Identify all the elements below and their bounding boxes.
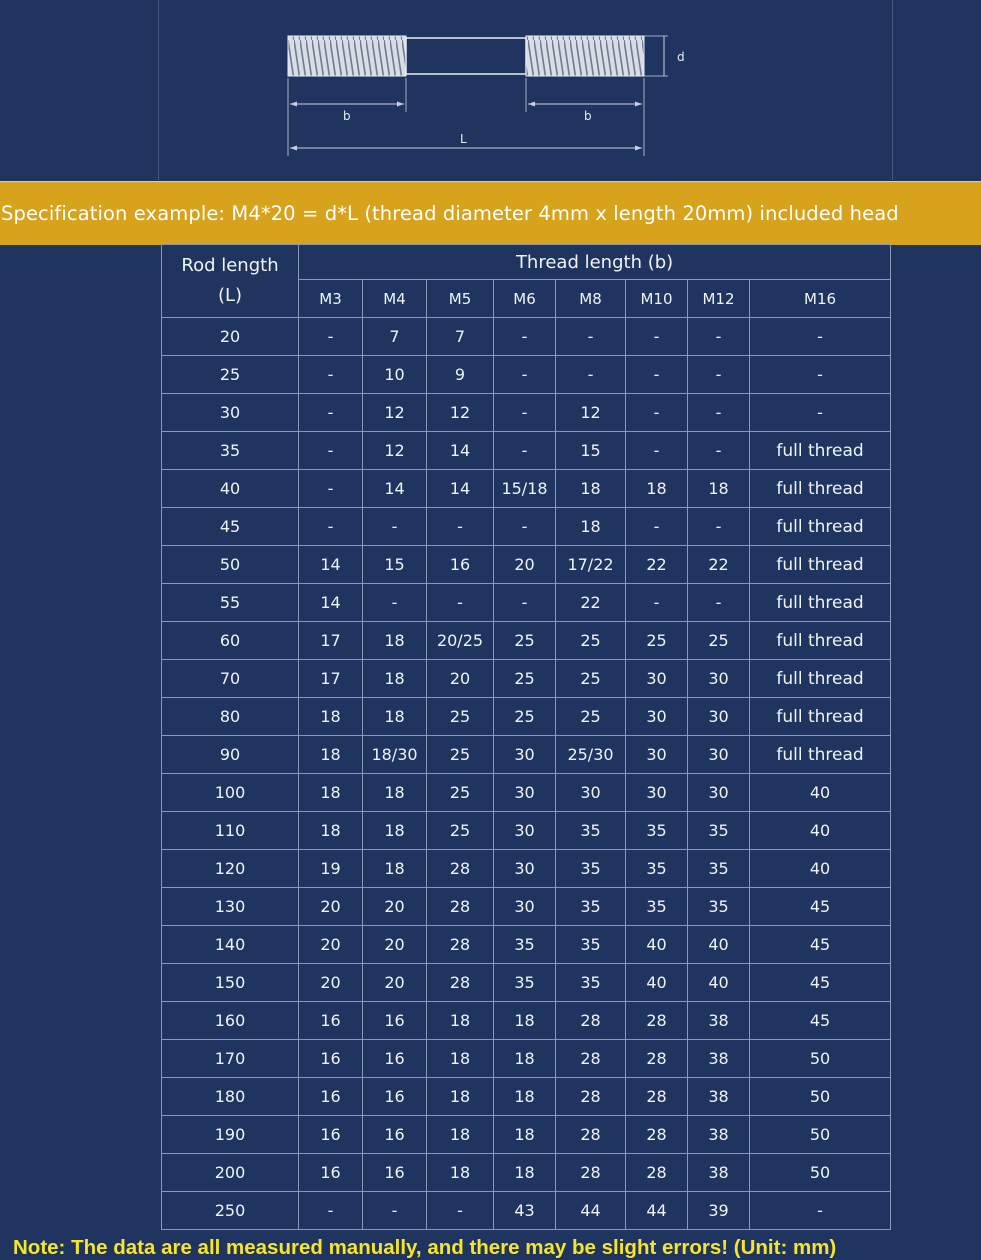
thread-length-cell: 35 <box>494 926 556 964</box>
dimension-label-d: d <box>677 50 685 64</box>
thread-length-cell: 18 <box>363 774 427 812</box>
thread-length-cell: 50 <box>750 1116 891 1154</box>
thread-length-cell: 45 <box>750 964 891 1002</box>
thread-length-cell: 16 <box>363 1154 427 1192</box>
thread-length-cell: - <box>494 356 556 394</box>
rod-length-cell: 60 <box>162 622 299 660</box>
thread-length-cell: - <box>299 470 363 508</box>
thread-length-cell: 28 <box>556 1002 626 1040</box>
thread-length-cell: 45 <box>750 888 891 926</box>
right-thread-section <box>526 36 644 76</box>
dimension-label-L: L <box>460 132 467 146</box>
rod-length-cell: 30 <box>162 394 299 432</box>
thread-length-cell: 35 <box>688 888 750 926</box>
thread-length-cell: 18 <box>299 774 363 812</box>
thread-length-cell: 20 <box>363 964 427 1002</box>
thread-length-cell: 25 <box>494 660 556 698</box>
thread-length-cell: 35 <box>626 888 688 926</box>
thread-length-cell: 18 <box>363 812 427 850</box>
thread-length-cell: 35 <box>556 888 626 926</box>
thread-length-cell: 16 <box>363 1078 427 1116</box>
thread-length-cell: 18 <box>363 622 427 660</box>
table-row <box>162 318 891 356</box>
thread-length-cell: 12 <box>363 394 427 432</box>
thread-length-cell: 16 <box>363 1116 427 1154</box>
rod-length-cell: 150 <box>162 964 299 1002</box>
thread-length-cell: - <box>688 508 750 546</box>
thread-length-cell: 28 <box>626 1040 688 1078</box>
table-row <box>162 1002 891 1040</box>
thread-length-cell: 38 <box>688 1154 750 1192</box>
rod-length-cell: 190 <box>162 1116 299 1154</box>
thread-length-cell: 20/25 <box>427 622 494 660</box>
thread-length-cell: 16 <box>363 1040 427 1078</box>
thread-length-cell: - <box>494 584 556 622</box>
thread-length-cell: 30 <box>626 736 688 774</box>
thread-length-cell: 14 <box>299 546 363 584</box>
thread-length-cell: 35 <box>626 812 688 850</box>
thread-length-cell: 20 <box>363 888 427 926</box>
thread-length-cell: 17/22 <box>556 546 626 584</box>
thread-length-cell: 38 <box>688 1040 750 1078</box>
thread-length-cell: 35 <box>494 964 556 1002</box>
thread-length-cell: - <box>299 508 363 546</box>
thread-length-cell: 7 <box>427 318 494 356</box>
table-row <box>162 1078 891 1116</box>
thread-length-cell: 35 <box>556 926 626 964</box>
thread-length-cell: 25 <box>556 660 626 698</box>
thread-length-cell: 30 <box>494 850 556 888</box>
thread-length-cell: 18 <box>556 470 626 508</box>
rod-length-cell: 45 <box>162 508 299 546</box>
thread-length-cell: - <box>688 318 750 356</box>
thread-length-cell: 19 <box>299 850 363 888</box>
thread-length-cell: 25 <box>626 622 688 660</box>
table-row <box>162 356 891 394</box>
table-row <box>162 1040 891 1078</box>
thread-length-header: Thread length (b) <box>299 245 891 280</box>
thread-length-cell: 40 <box>750 850 891 888</box>
thread-length-cell: 50 <box>750 1154 891 1192</box>
shank-section <box>406 38 526 74</box>
thread-length-cell: full thread <box>750 622 891 660</box>
thread-length-cell: 14 <box>363 470 427 508</box>
thread-length-cell: 18 <box>688 470 750 508</box>
thread-length-cell: 30 <box>494 736 556 774</box>
table-row <box>162 736 891 774</box>
thread-length-cell: - <box>299 318 363 356</box>
table-row <box>162 1116 891 1154</box>
thread-length-cell: 14 <box>427 470 494 508</box>
thread-length-cell: 18 <box>427 1002 494 1040</box>
thread-length-cell: - <box>427 584 494 622</box>
thread-length-cell: 18 <box>363 698 427 736</box>
thread-length-cell: 43 <box>494 1192 556 1230</box>
thread-length-cell: - <box>363 1192 427 1230</box>
thread-length-cell: 22 <box>688 546 750 584</box>
thread-length-cell: 40 <box>688 964 750 1002</box>
thread-length-cell: - <box>427 1192 494 1230</box>
thread-length-cell: 28 <box>626 1078 688 1116</box>
thread-length-cell: - <box>299 356 363 394</box>
specification-example-text: Specification example: M4*20 = d*L (thread diameter 4mm x length 20mm) included head <box>1 202 899 225</box>
rod-length-cell: 100 <box>162 774 299 812</box>
thread-length-cell: 40 <box>626 926 688 964</box>
thread-length-cell: 16 <box>299 1154 363 1192</box>
thread-length-cell: 39 <box>688 1192 750 1230</box>
thread-length-cell: 38 <box>688 1078 750 1116</box>
rod-length-cell: 160 <box>162 1002 299 1040</box>
thread-length-cell: 22 <box>626 546 688 584</box>
rod-length-cell: 55 <box>162 584 299 622</box>
thread-length-cell: 25 <box>494 698 556 736</box>
thread-length-cell: 30 <box>688 774 750 812</box>
thread-length-cell: - <box>494 318 556 356</box>
column-header-m16: M16 <box>750 280 891 318</box>
thread-length-cell: - <box>626 394 688 432</box>
table-row <box>162 1192 891 1230</box>
table-row <box>162 698 891 736</box>
thread-length-cell: - <box>494 432 556 470</box>
rod-length-header-line1: Rod length <box>181 255 279 276</box>
thread-length-cell: 25/30 <box>556 736 626 774</box>
rod-length-cell: 90 <box>162 736 299 774</box>
thread-length-cell: 15 <box>556 432 626 470</box>
thread-length-cell: - <box>688 432 750 470</box>
thread-length-cell: 20 <box>299 964 363 1002</box>
rod-length-cell: 120 <box>162 850 299 888</box>
thread-length-cell: 18 <box>427 1078 494 1116</box>
thread-length-cell: 35 <box>556 964 626 1002</box>
thread-length-cell: 20 <box>363 926 427 964</box>
thread-length-cell: 50 <box>750 1078 891 1116</box>
thread-length-cell: 30 <box>626 774 688 812</box>
thread-length-cell: 18 <box>299 812 363 850</box>
table-row <box>162 660 891 698</box>
thread-length-cell: - <box>299 1192 363 1230</box>
rod-length-cell: 180 <box>162 1078 299 1116</box>
thread-length-cell: 28 <box>427 964 494 1002</box>
rod-length-cell: 80 <box>162 698 299 736</box>
thread-length-cell: full thread <box>750 736 891 774</box>
thread-length-cell: 30 <box>556 774 626 812</box>
thread-length-cell: 16 <box>299 1040 363 1078</box>
table-row <box>162 622 891 660</box>
thread-length-cell: 45 <box>750 1002 891 1040</box>
thread-length-cell: 25 <box>427 774 494 812</box>
column-header-m5: M5 <box>427 280 494 318</box>
rod-length-cell: 250 <box>162 1192 299 1230</box>
thread-length-cell: 35 <box>688 850 750 888</box>
rod-length-header-line2: (L) <box>217 285 243 306</box>
thread-length-cell: 20 <box>299 926 363 964</box>
thread-length-cell: 40 <box>626 964 688 1002</box>
thread-length-cell: 44 <box>556 1192 626 1230</box>
thread-length-cell: - <box>299 432 363 470</box>
table-row <box>162 508 891 546</box>
thread-length-cell: 25 <box>427 698 494 736</box>
thread-length-cell: 18/30 <box>363 736 427 774</box>
thread-length-cell: 30 <box>626 660 688 698</box>
thread-length-cell: 15/18 <box>494 470 556 508</box>
table-body <box>162 318 891 1230</box>
thread-length-cell: 25 <box>688 622 750 660</box>
rod-length-cell: 140 <box>162 926 299 964</box>
thread-length-cell: - <box>363 508 427 546</box>
thread-length-cell: full thread <box>750 508 891 546</box>
column-header-m10: M10 <box>626 280 688 318</box>
rod-length-cell: 70 <box>162 660 299 698</box>
thread-length-cell: 28 <box>556 1078 626 1116</box>
column-header-m12: M12 <box>688 280 750 318</box>
stud-bolt-diagram <box>0 0 981 180</box>
thread-length-cell: 7 <box>363 318 427 356</box>
thread-length-cell: - <box>626 432 688 470</box>
thread-length-cell: 16 <box>363 1002 427 1040</box>
thread-length-cell: 30 <box>494 812 556 850</box>
thread-length-cell: 38 <box>688 1116 750 1154</box>
rod-length-cell: 25 <box>162 356 299 394</box>
thread-length-cell: 25 <box>427 812 494 850</box>
thread-length-cell: 16 <box>299 1116 363 1154</box>
thread-length-cell: 30 <box>494 888 556 926</box>
thread-length-cell: 9 <box>427 356 494 394</box>
thread-length-cell: 35 <box>626 850 688 888</box>
thread-length-cell: 40 <box>750 812 891 850</box>
thread-length-cell: 18 <box>427 1154 494 1192</box>
table-row <box>162 774 891 812</box>
thread-length-cell: 40 <box>688 926 750 964</box>
column-header-m8: M8 <box>556 280 626 318</box>
left-thread-section <box>288 36 406 76</box>
thread-length-cell: full thread <box>750 584 891 622</box>
dimension-label-b-right: b <box>584 109 592 123</box>
thread-length-cell: 18 <box>494 1040 556 1078</box>
dimension-label-b-left: b <box>343 109 351 123</box>
thread-length-cell: 18 <box>494 1002 556 1040</box>
rod-length-header <box>162 245 299 318</box>
column-header-m4: M4 <box>363 280 427 318</box>
thread-length-cell: 22 <box>556 584 626 622</box>
table-row <box>162 470 891 508</box>
thread-length-cell: 28 <box>626 1002 688 1040</box>
rod-length-cell: 200 <box>162 1154 299 1192</box>
thread-length-cell: - <box>626 584 688 622</box>
thread-length-cell: - <box>750 318 891 356</box>
thread-length-cell: full thread <box>750 470 891 508</box>
thread-length-cell: - <box>688 584 750 622</box>
thread-length-cell: 20 <box>494 546 556 584</box>
thread-length-cell: 12 <box>556 394 626 432</box>
column-header-m3: M3 <box>299 280 363 318</box>
thread-length-cell: 18 <box>556 508 626 546</box>
thread-length-cell: 28 <box>626 1154 688 1192</box>
rod-length-cell: 170 <box>162 1040 299 1078</box>
thread-length-cell: 18 <box>299 736 363 774</box>
thread-length-cell: 14 <box>427 432 494 470</box>
thread-length-cell: 50 <box>750 1040 891 1078</box>
thread-length-cell: 35 <box>556 812 626 850</box>
thread-length-cell: 18 <box>363 660 427 698</box>
thread-length-cell: 30 <box>688 698 750 736</box>
thread-length-cell: 18 <box>363 850 427 888</box>
thread-length-cell: 18 <box>427 1116 494 1154</box>
table-row <box>162 812 891 850</box>
thread-length-cell: 25 <box>556 698 626 736</box>
rod-length-cell: 35 <box>162 432 299 470</box>
thread-length-cell: - <box>299 394 363 432</box>
table-row <box>162 888 891 926</box>
thread-length-cell: 30 <box>494 774 556 812</box>
thread-length-cell: - <box>363 584 427 622</box>
thread-length-cell: 35 <box>556 850 626 888</box>
thread-length-cell: 20 <box>427 660 494 698</box>
thread-length-cell: 40 <box>750 774 891 812</box>
thread-length-cell: 30 <box>626 698 688 736</box>
thread-length-cell: 18 <box>494 1154 556 1192</box>
table-row <box>162 432 891 470</box>
thread-length-cell: - <box>556 318 626 356</box>
thread-length-cell: 45 <box>750 926 891 964</box>
thread-length-cell: 10 <box>363 356 427 394</box>
thread-length-cell: - <box>688 394 750 432</box>
thread-length-cell: 17 <box>299 622 363 660</box>
thread-length-cell: 16 <box>299 1078 363 1116</box>
thread-length-cell: - <box>750 356 891 394</box>
thread-length-cell: full thread <box>750 698 891 736</box>
thread-length-cell: 20 <box>299 888 363 926</box>
thread-length-cell: 17 <box>299 660 363 698</box>
thread-length-cell: 14 <box>299 584 363 622</box>
thread-length-cell: 15 <box>363 546 427 584</box>
thread-length-cell: 18 <box>427 1040 494 1078</box>
thread-length-cell: 25 <box>427 736 494 774</box>
thread-length-cell: 28 <box>626 1116 688 1154</box>
rod-length-cell: 40 <box>162 470 299 508</box>
thread-length-cell: 28 <box>427 850 494 888</box>
table-row <box>162 964 891 1002</box>
thread-length-cell: 25 <box>494 622 556 660</box>
thread-length-cell: 35 <box>688 812 750 850</box>
thread-length-table <box>161 244 891 1230</box>
table-row <box>162 394 891 432</box>
rod-length-cell: 130 <box>162 888 299 926</box>
specification-example-banner <box>0 181 981 245</box>
thread-length-cell: full thread <box>750 432 891 470</box>
measurement-note: Note: The data are all measured manually, and there may be slight errors! (Unit: mm) <box>13 1236 837 1259</box>
thread-length-cell: 12 <box>427 394 494 432</box>
thread-length-cell: 16 <box>427 546 494 584</box>
table-row <box>162 1154 891 1192</box>
thread-length-cell: full thread <box>750 546 891 584</box>
table-row <box>162 926 891 964</box>
thread-length-cell: - <box>750 1192 891 1230</box>
thread-length-cell: 28 <box>556 1154 626 1192</box>
thread-length-cell: - <box>494 394 556 432</box>
thread-length-cell: - <box>626 508 688 546</box>
thread-length-cell: 16 <box>299 1002 363 1040</box>
thread-length-cell: - <box>556 356 626 394</box>
thread-length-cell: 28 <box>556 1040 626 1078</box>
thread-length-cell: - <box>427 508 494 546</box>
thread-length-cell: 12 <box>363 432 427 470</box>
thread-length-cell: full thread <box>750 660 891 698</box>
table-row <box>162 546 891 584</box>
thread-length-cell: 28 <box>427 888 494 926</box>
thread-length-cell: - <box>626 356 688 394</box>
thread-length-cell: 18 <box>494 1116 556 1154</box>
rod-length-cell: 110 <box>162 812 299 850</box>
table-row <box>162 850 891 888</box>
rod-length-cell: 50 <box>162 546 299 584</box>
thread-length-cell: - <box>688 356 750 394</box>
thread-length-cell: 28 <box>427 926 494 964</box>
table-row <box>162 584 891 622</box>
thread-length-cell: 44 <box>626 1192 688 1230</box>
thread-length-cell: 30 <box>688 736 750 774</box>
rod-length-cell: 20 <box>162 318 299 356</box>
thread-length-cell: - <box>750 394 891 432</box>
thread-length-cell: 38 <box>688 1002 750 1040</box>
thread-length-cell: 28 <box>556 1116 626 1154</box>
thread-length-cell: 18 <box>626 470 688 508</box>
thread-length-cell: 30 <box>688 660 750 698</box>
thread-length-cell: 18 <box>299 698 363 736</box>
thread-length-cell: 18 <box>494 1078 556 1116</box>
thread-length-cell: - <box>626 318 688 356</box>
column-header-m6: M6 <box>494 280 556 318</box>
thread-length-cell: 25 <box>556 622 626 660</box>
thread-length-cell: - <box>494 508 556 546</box>
